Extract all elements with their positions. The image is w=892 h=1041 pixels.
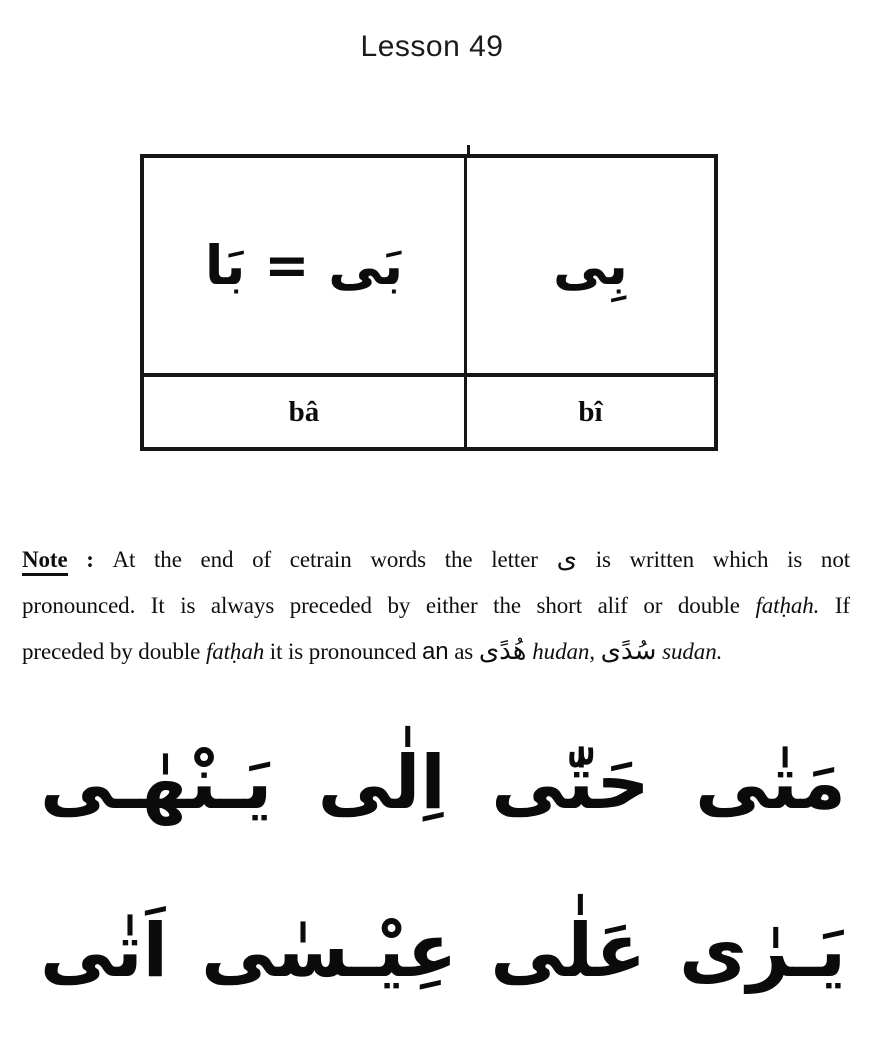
page-title: Lesson 49	[360, 30, 504, 63]
arabic-words-row-1	[40, 700, 846, 868]
translit-ba-text: bâ	[288, 395, 320, 428]
note-line1-tail: is written which is not	[576, 547, 851, 572]
arabic-word-yanha: يَـنْهٰـى	[40, 740, 273, 827]
note-paragraph	[22, 537, 850, 675]
table-cell-translit-bi	[467, 377, 714, 447]
translit-sudan: sudan.	[656, 639, 723, 664]
note-line3-text: preceded by double	[22, 639, 206, 664]
arabic-word-ala: عَلٰى	[490, 908, 646, 995]
arabic-bi-text: بِى	[553, 233, 628, 297]
pronunciation-table	[140, 154, 718, 451]
note-line2-text: pronounced. It is always preceded by either the short alif or double	[22, 593, 756, 618]
arabic-word-ila: اِلٰى	[317, 740, 446, 827]
table-cell-translit-ba	[144, 377, 467, 447]
note-line1-text: At the end of cetrain words the letter	[112, 547, 557, 572]
arabic-words-row-2	[40, 868, 846, 1036]
note-line-3	[22, 629, 850, 675]
note-line-2	[22, 583, 850, 629]
translit-bi-text: bî	[578, 395, 603, 428]
arabic-word-yara: يَـرٰى	[679, 908, 846, 995]
alif-maqsura-letter: ى	[556, 544, 577, 574]
note-separator: :	[67, 547, 113, 572]
fathah-italic-2: fatḥah	[205, 639, 265, 664]
table-divider-tick	[467, 145, 470, 155]
arabic-equivalence-text: بَى = بَا	[204, 233, 404, 297]
arabic-word-hudan: هُدًى	[478, 636, 527, 666]
note-line3-as: as	[448, 639, 479, 664]
table-cell-arabic-ba	[144, 158, 467, 377]
an-inserted-text: an	[422, 638, 449, 665]
arabic-word-ata: اَتٰى	[40, 908, 169, 995]
arabic-word-sudan: سُدًى	[600, 636, 657, 666]
note-line-1	[22, 537, 850, 583]
note-line3-mid: it is pronounced	[264, 639, 423, 664]
note-line2-tail: If	[819, 593, 850, 618]
arabic-word-hatta: حَتّٰى	[491, 740, 650, 827]
arabic-word-mata: مَتٰى	[695, 740, 846, 827]
arabic-word-isa: عِيْـسٰى	[201, 908, 458, 995]
translit-hudan: hudan,	[526, 639, 595, 664]
fathah-italic: fatḥah.	[755, 593, 820, 618]
table-cell-arabic-bi	[467, 158, 714, 377]
note-label: Note	[22, 547, 68, 576]
